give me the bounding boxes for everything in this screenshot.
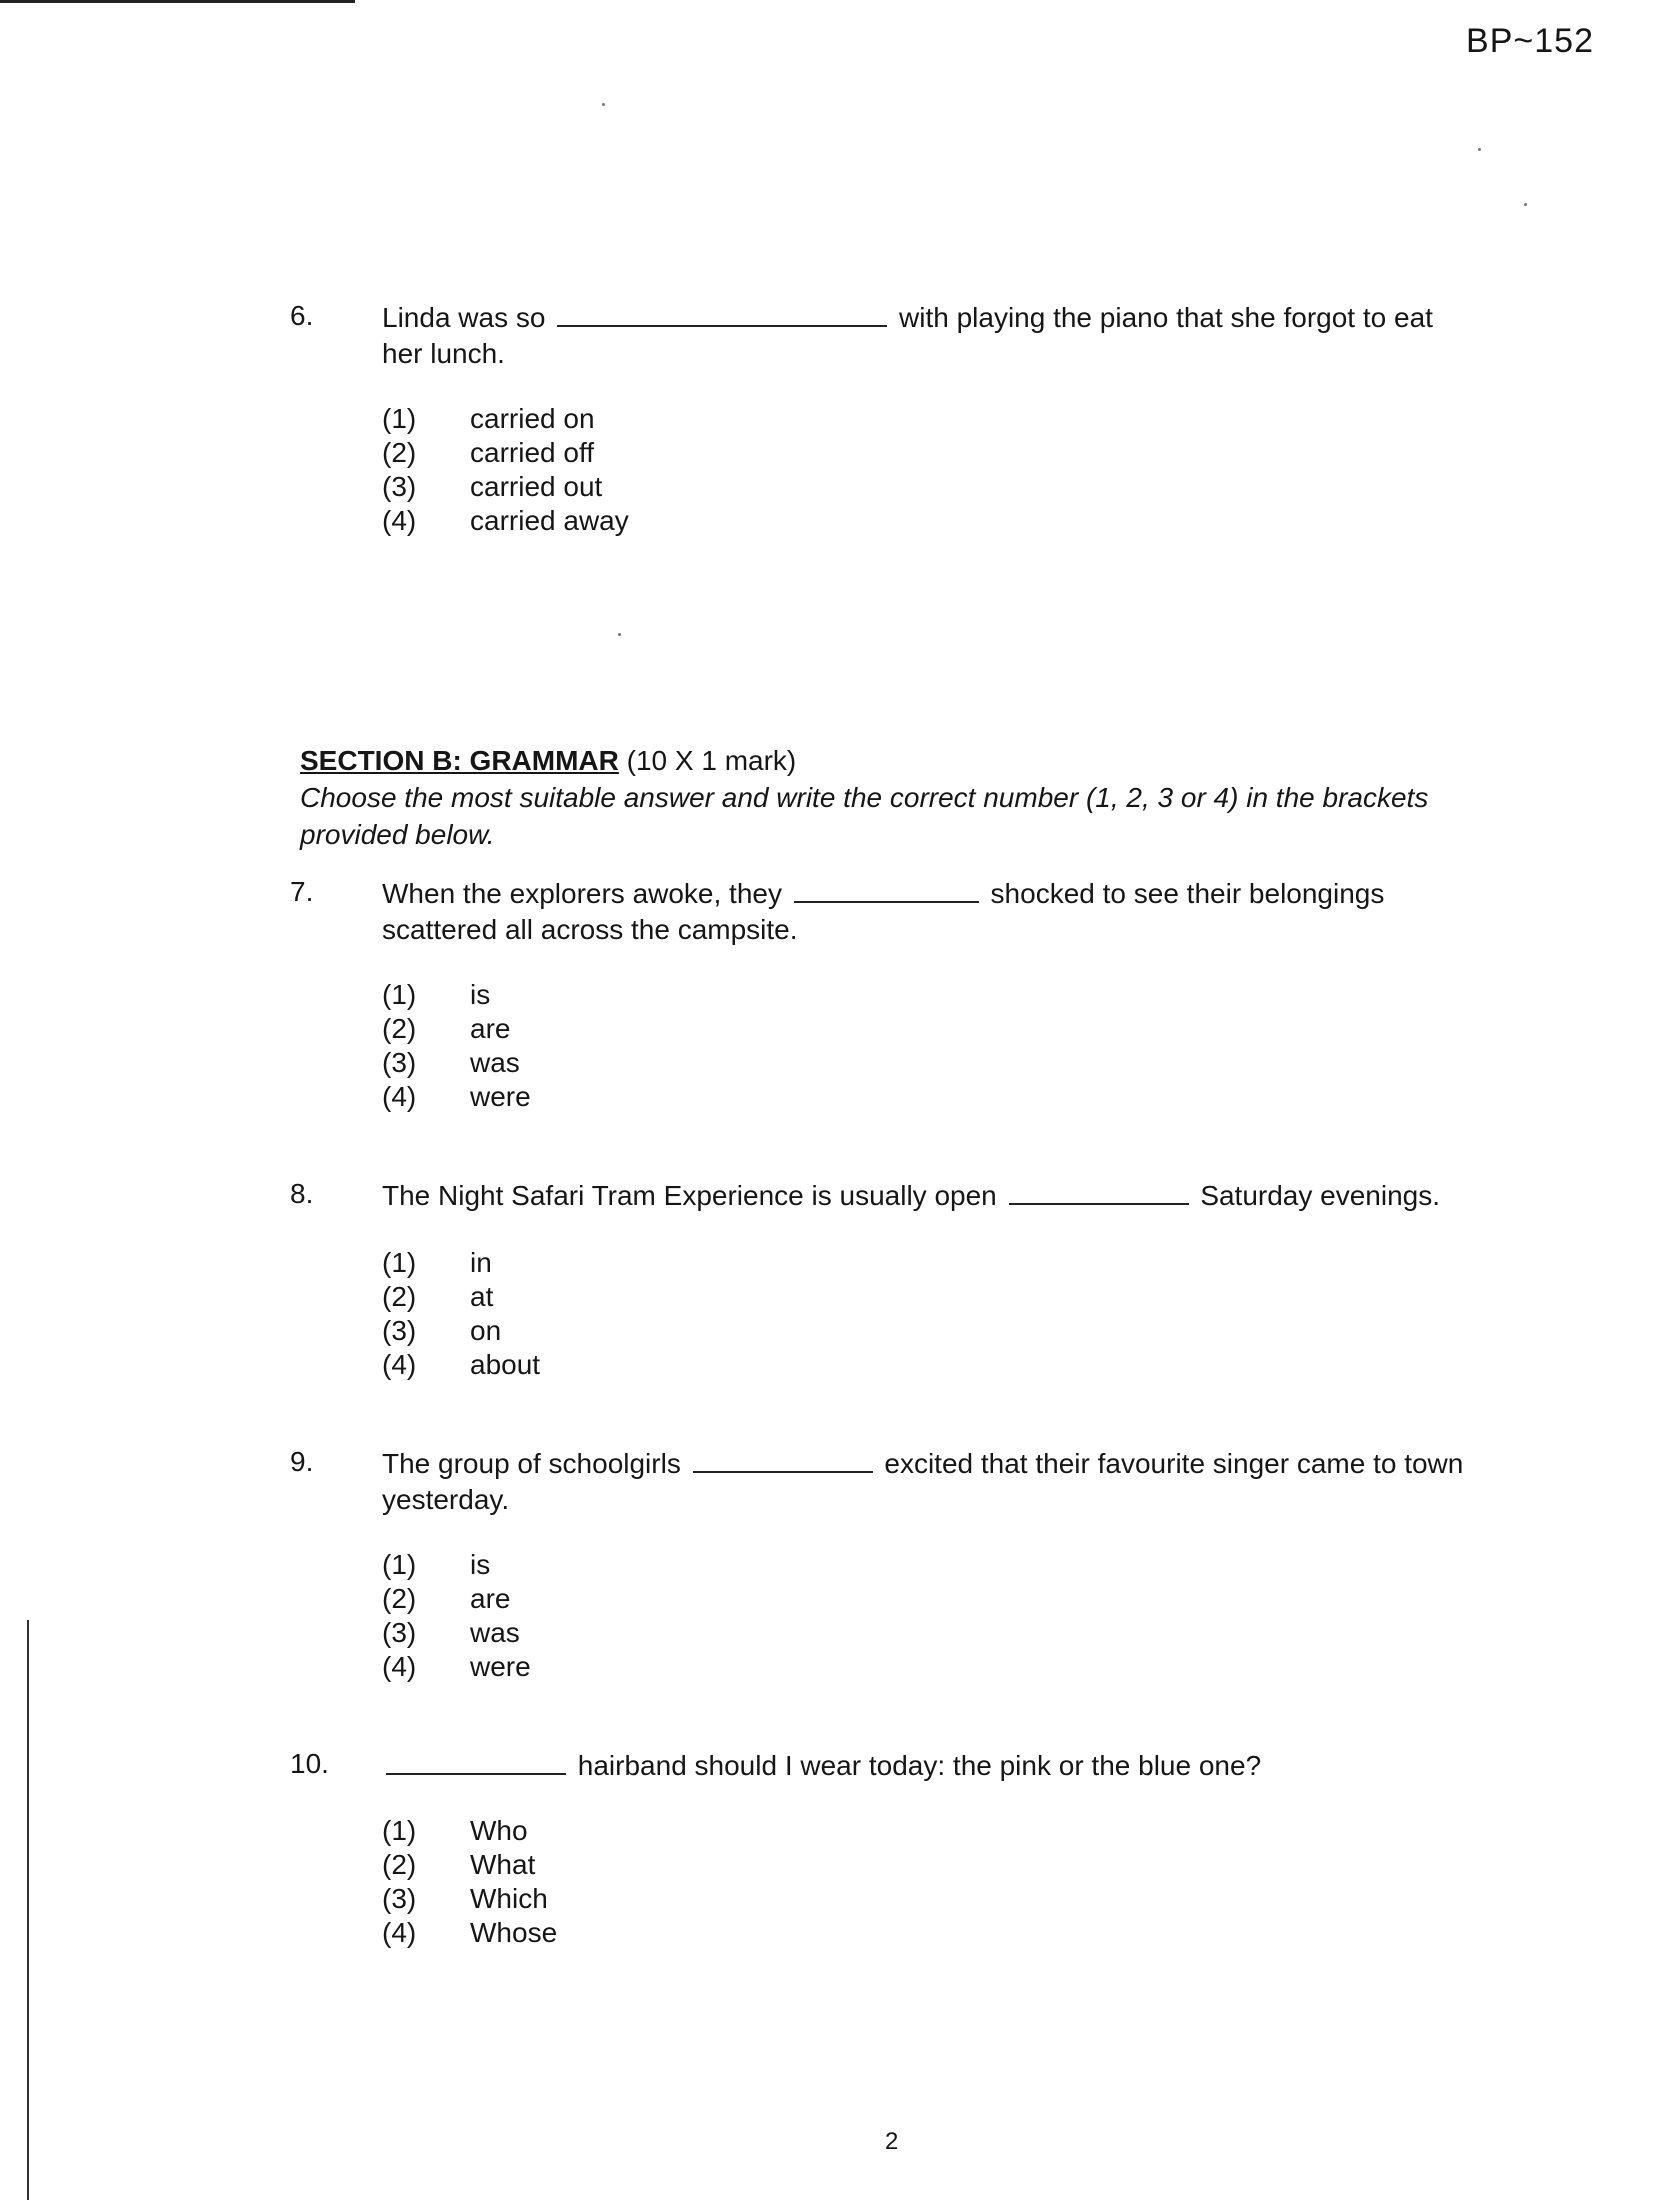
option-4: (4) Whose bbox=[382, 1917, 558, 1948]
question-text bbox=[382, 1446, 1480, 1518]
question-text-before: The group of schoolgirls bbox=[382, 1448, 681, 1479]
option-2: (2) are bbox=[382, 1013, 511, 1044]
question-number: 8. bbox=[290, 1178, 314, 1209]
option-list bbox=[382, 402, 629, 538]
question-text-after: excited that their favourite singer came to town yesterday. bbox=[382, 1448, 1464, 1515]
option-3: (3) carried out bbox=[382, 471, 603, 502]
option-4: (4) carried away bbox=[382, 505, 629, 536]
question-9 bbox=[290, 1446, 1480, 1686]
section-title: SECTION B: GRAMMAR bbox=[300, 745, 619, 776]
option-list bbox=[382, 978, 531, 1114]
question-text-after: hairband should I wear today: the pink or the blue one? bbox=[577, 1750, 1262, 1781]
option-2: (2) are bbox=[382, 1583, 511, 1614]
option-3: (3) on bbox=[382, 1315, 502, 1346]
answer-blank bbox=[557, 303, 887, 327]
section-marks: (10 X 1 mark) bbox=[626, 745, 797, 776]
question-text bbox=[382, 1748, 1480, 1784]
option-4: (4) about bbox=[382, 1349, 541, 1380]
scan-speck bbox=[1478, 148, 1481, 151]
option-list bbox=[382, 1246, 540, 1382]
section-b-heading bbox=[300, 742, 1480, 853]
option-3: (3) was bbox=[382, 1617, 520, 1648]
question-6 bbox=[290, 300, 1480, 550]
option-1: (1) is bbox=[382, 979, 491, 1010]
option-1: (1) carried on bbox=[382, 403, 595, 434]
option-4: (4) were bbox=[382, 1651, 531, 1682]
scan-speck bbox=[618, 633, 621, 636]
paper-code: BP~152 bbox=[1466, 22, 1594, 60]
question-text bbox=[382, 1178, 1480, 1214]
option-list bbox=[382, 1548, 531, 1684]
answer-blank bbox=[386, 1751, 566, 1775]
page-number: 2 bbox=[885, 2128, 899, 2155]
option-1: (1) Who bbox=[382, 1815, 528, 1846]
option-4: (4) were bbox=[382, 1081, 531, 1112]
option-2: (2) at bbox=[382, 1281, 494, 1312]
question-text-before: Linda was so bbox=[382, 302, 546, 333]
answer-blank bbox=[794, 879, 979, 903]
scan-speck bbox=[602, 103, 605, 106]
scan-speck bbox=[1524, 203, 1527, 206]
option-list bbox=[382, 1814, 557, 1950]
question-8 bbox=[290, 1178, 1480, 1388]
question-10 bbox=[290, 1748, 1480, 1958]
question-number: 7. bbox=[290, 876, 314, 907]
top-edge-rule bbox=[0, 0, 355, 3]
option-1: (1) is bbox=[382, 1549, 491, 1580]
option-2: (2) carried off bbox=[382, 437, 594, 468]
section-instruction: Choose the most suitable answer and write the correct number (1, 2, 3 or 4) in the brackets provided below. bbox=[300, 782, 1429, 850]
question-text-after: shocked to see their belongings scattered all across the campsite. bbox=[382, 878, 1385, 945]
question-7 bbox=[290, 876, 1480, 1116]
question-number: 6. bbox=[290, 300, 314, 331]
left-edge-rule bbox=[27, 1620, 29, 2200]
option-3: (3) was bbox=[382, 1047, 520, 1078]
question-number: 10. bbox=[290, 1748, 329, 1779]
question-text bbox=[382, 300, 1480, 372]
question-number: 9. bbox=[290, 1446, 314, 1477]
question-text-before: The Night Safari Tram Experience is usually open bbox=[382, 1180, 997, 1211]
option-1: (1) in bbox=[382, 1247, 492, 1278]
question-text-after: Saturday evenings. bbox=[1200, 1180, 1441, 1211]
question-text bbox=[382, 876, 1480, 948]
option-3: (3) Which bbox=[382, 1883, 548, 1914]
question-text-after: with playing the piano that she forgot to eat her lunch. bbox=[382, 302, 1433, 369]
question-text-before: When the explorers awoke, they bbox=[382, 878, 782, 909]
answer-blank bbox=[1009, 1181, 1189, 1205]
answer-blank bbox=[693, 1449, 873, 1473]
option-2: (2) What bbox=[382, 1849, 536, 1880]
